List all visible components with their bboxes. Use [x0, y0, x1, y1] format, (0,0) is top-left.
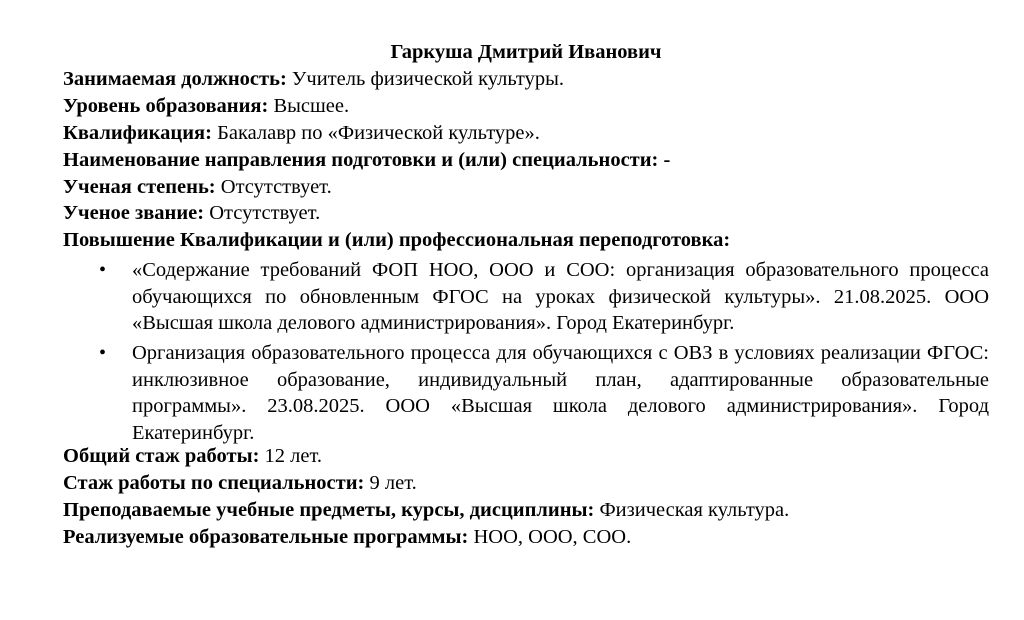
programs-label: Реализуемые образовательные программы: — [63, 526, 469, 548]
qualification-value: Бакалавр по «Физической культуре». — [211, 122, 540, 144]
total-experience-value: 12 лет. — [259, 445, 323, 467]
total-experience-label: Общий стаж работы: — [63, 445, 260, 467]
degree-value: Отсутствует. — [215, 176, 332, 198]
qualification-label: Квалификация: — [63, 122, 212, 144]
position-value: Учитель физической культуры. — [286, 68, 564, 90]
degree-label: Ученая степень: — [63, 176, 216, 198]
academic-title-line — [63, 200, 320, 227]
total-experience-line — [63, 443, 322, 470]
programs-line — [63, 524, 631, 551]
position-label: Занимаемая должность: — [63, 68, 287, 90]
specialty-label: Наименование направления подготовки и (или) специальности: — [63, 149, 659, 171]
qualification-line — [63, 120, 540, 147]
specialty-experience-line — [63, 470, 417, 497]
subjects-label: Преподаваемые учебные предметы, курсы, дисциплины: — [63, 499, 595, 521]
person-name-heading: Гаркуша Дмитрий Иванович — [390, 41, 662, 63]
training-course-item: Организация образовательного процесса для обучающихся с ОВЗ в условиях реализации ФГОС: инклюзивное образование, индивидуальный план, адаптированные образовательные программы». 23.08.2025. ООО «Высшая школа делового администрирования». Город Екатеринбург. — [132, 342, 989, 444]
training-heading-label: Повышение Квалификации и (или) профессиональная переподготовка: — [63, 229, 731, 251]
list-bullet: • — [99, 259, 107, 281]
list-bullet: • — [99, 342, 107, 364]
academic-title-label: Ученое звание: — [63, 202, 205, 224]
position-line — [63, 66, 564, 93]
education-value: Высшее. — [268, 95, 350, 117]
academic-title-value: Отсутствует. — [204, 202, 321, 224]
programs-value: НОО, ООО, СОО. — [468, 526, 632, 548]
training-course-item: «Содержание требований ФОП НОО, ООО и СОО: организация образовательного процесса обучающихся по обновленным ФГОС на уроках физической культуры». 21.08.2025. ООО «Высшая школа делового администрирования». Город Екатеринбург. — [132, 259, 989, 334]
education-label: Уровень образования: — [63, 95, 269, 117]
specialty-line — [63, 147, 670, 174]
subjects-value: Физическая культура. — [594, 499, 790, 521]
specialty-value: - — [658, 149, 671, 171]
education-line — [63, 93, 349, 120]
specialty-experience-value: 9 лет. — [364, 472, 417, 494]
degree-line — [63, 174, 332, 201]
training-heading — [63, 227, 730, 254]
specialty-experience-label: Стаж работы по специальности: — [63, 472, 365, 494]
subjects-line — [63, 497, 789, 524]
